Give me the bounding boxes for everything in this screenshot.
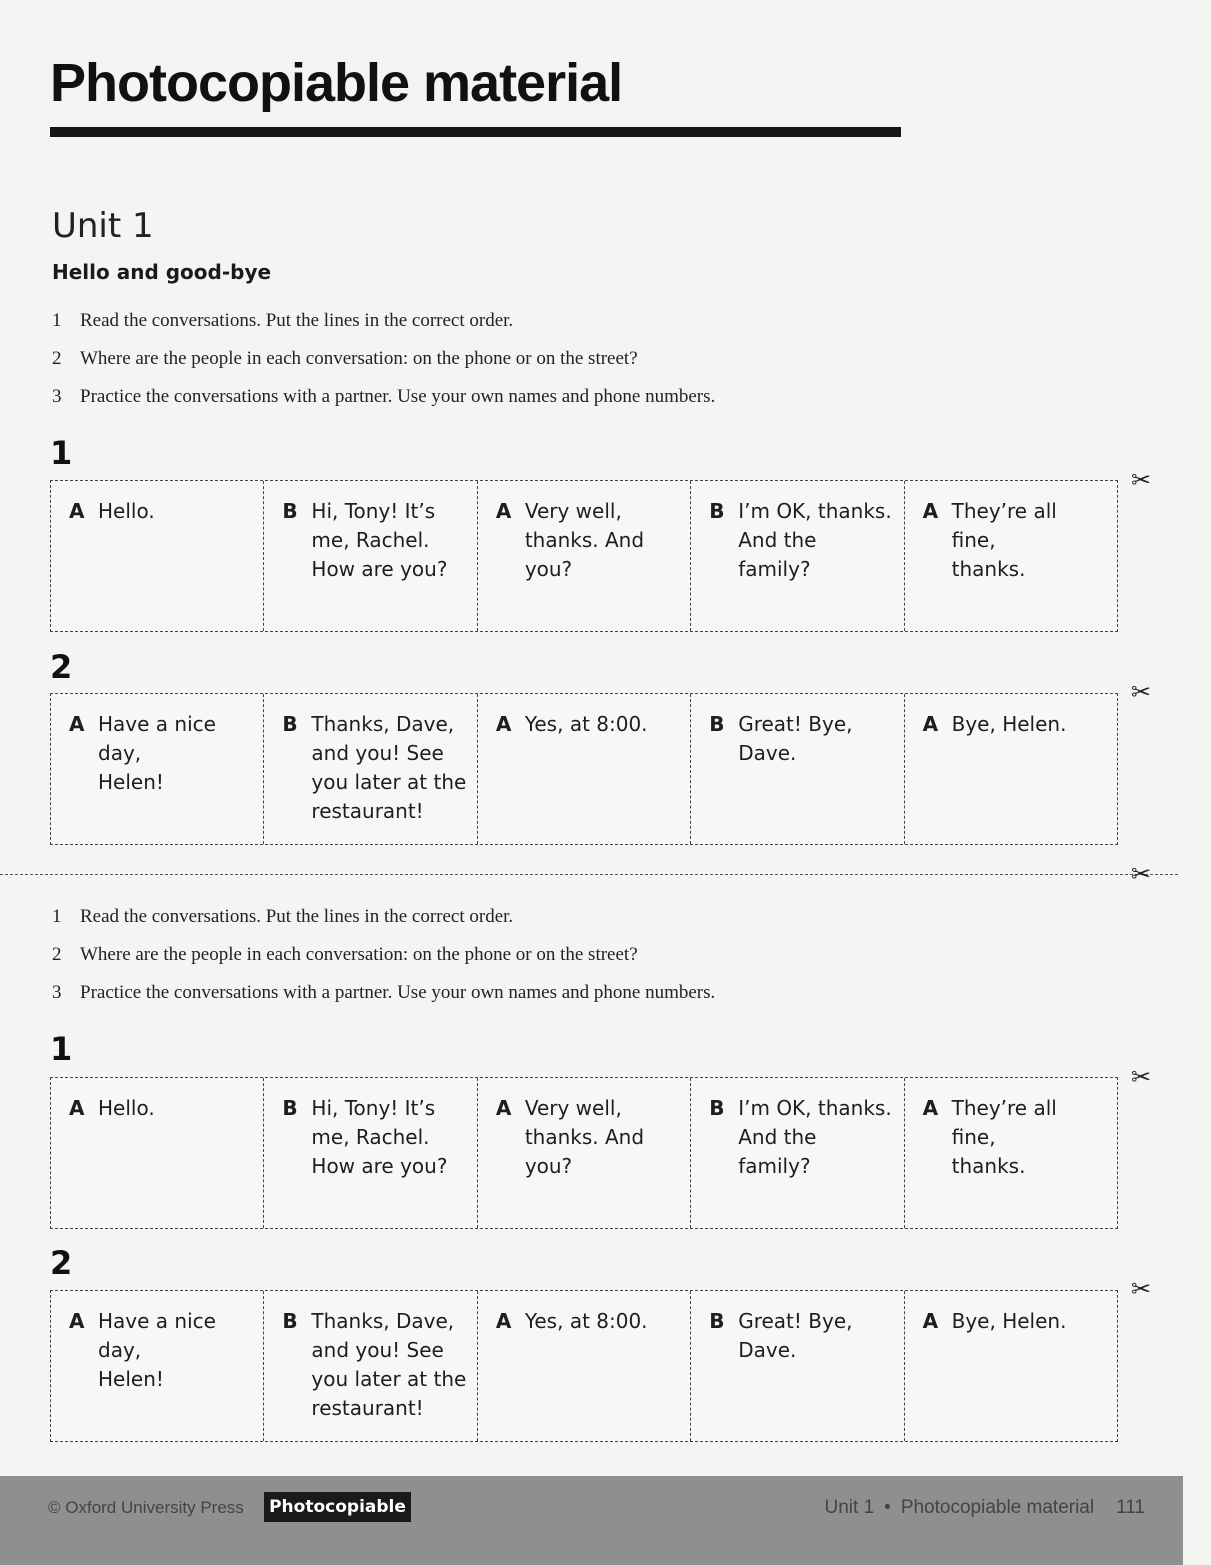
dialogue-card[interactable]: A Yes, at 8:00. <box>478 1291 691 1441</box>
conversation-number: 2 <box>50 1244 73 1282</box>
instruction-item: 3 Practice the conversations with a partner. Use your own names and phone numbers. <box>52 982 716 1003</box>
instruction-item: 1 Read the conversations. Put the lines in the correct order. <box>52 906 514 927</box>
footer-separator: • <box>884 1497 891 1518</box>
copyright-text: © Oxford University Press <box>48 1498 244 1517</box>
dialogue-card[interactable]: A Very well, thanks. And you? <box>478 481 691 631</box>
instruction-item: 2 Where are the people in each conversation: on the phone or on the street? <box>52 348 638 369</box>
dialogue-card[interactable]: A Have a nice day, Helen! <box>51 1291 264 1441</box>
dialogue-card[interactable]: B Thanks, Dave, and you! See you later at the restaurant! <box>264 1291 477 1441</box>
scissors-icon: ✂ <box>1131 1063 1152 1091</box>
dialogue-card[interactable]: A Hello. <box>51 1078 264 1228</box>
dialogue-card[interactable]: A Hello. <box>51 481 264 631</box>
dialogue-card[interactable]: A They’re all fine, thanks. <box>922 1096 1057 1178</box>
title-rule <box>50 127 901 137</box>
scissors-icon: ✂ <box>1131 678 1152 706</box>
scissors-icon: ✂ <box>1131 860 1152 888</box>
footer-unit: Unit 1 <box>824 1497 875 1518</box>
dialogue-card[interactable]: B Great! Bye, Dave. <box>691 694 904 844</box>
unit-subtitle: Hello and good-bye <box>52 260 272 284</box>
dialogue-card[interactable]: A They’re all fine, thanks. <box>922 499 1057 581</box>
conversation-strip <box>50 1290 1118 1442</box>
instruction-item: 3 Practice the conversations with a partner. Use your own names and phone numbers. <box>52 386 716 407</box>
conversation-strip <box>50 480 1118 632</box>
page-number: 111 <box>1116 1497 1145 1518</box>
unit-title: Unit 1 <box>52 206 154 246</box>
dialogue-card[interactable]: A Yes, at 8:00. <box>478 694 691 844</box>
cut-line <box>0 874 1178 875</box>
footer-section-title: Photocopiable material <box>900 1497 1095 1518</box>
scissors-icon: ✂ <box>1131 1275 1152 1303</box>
footer-section <box>825 1497 1145 1519</box>
dialogue-card[interactable]: A Bye, Helen. <box>922 1309 1067 1333</box>
page-title: Photocopiable material <box>50 53 623 113</box>
instruction-item: 1 Read the conversations. Put the lines in the correct order. <box>52 310 514 331</box>
dialogue-card[interactable]: B Great! Bye, Dave. <box>691 1291 904 1441</box>
dialogue-card[interactable]: B Hi, Tony! It’s me, Rachel. How are you? <box>264 481 477 631</box>
dialogue-card[interactable]: A Bye, Helen. <box>922 712 1067 736</box>
photocopiable-badge: Photocopiable <box>264 1492 411 1522</box>
dialogue-card[interactable]: B Thanks, Dave, and you! See you later at the restaurant! <box>264 694 477 844</box>
dialogue-card[interactable]: A Very well, thanks. And you? <box>478 1078 691 1228</box>
dialogue-card[interactable]: A Have a nice day, Helen! <box>51 694 264 844</box>
dialogue-card[interactable]: B I’m OK, thanks. And the family? <box>691 1078 904 1228</box>
dialogue-card[interactable]: B Hi, Tony! It’s me, Rachel. How are you? <box>264 1078 477 1228</box>
conversation-number: 1 <box>50 1030 73 1068</box>
dialogue-card[interactable]: B I’m OK, thanks. And the family? <box>691 481 904 631</box>
conversation-number: 2 <box>50 648 73 686</box>
scissors-icon: ✂ <box>1131 466 1152 494</box>
conversation-number: 1 <box>50 434 73 472</box>
instructions-list <box>52 904 715 1018</box>
instruction-item: 2 Where are the people in each conversation: on the phone or on the street? <box>52 944 638 965</box>
page-footer <box>0 1476 1183 1565</box>
conversation-strip <box>50 1077 1118 1229</box>
instructions-list <box>52 308 715 422</box>
conversation-strip <box>50 693 1118 845</box>
